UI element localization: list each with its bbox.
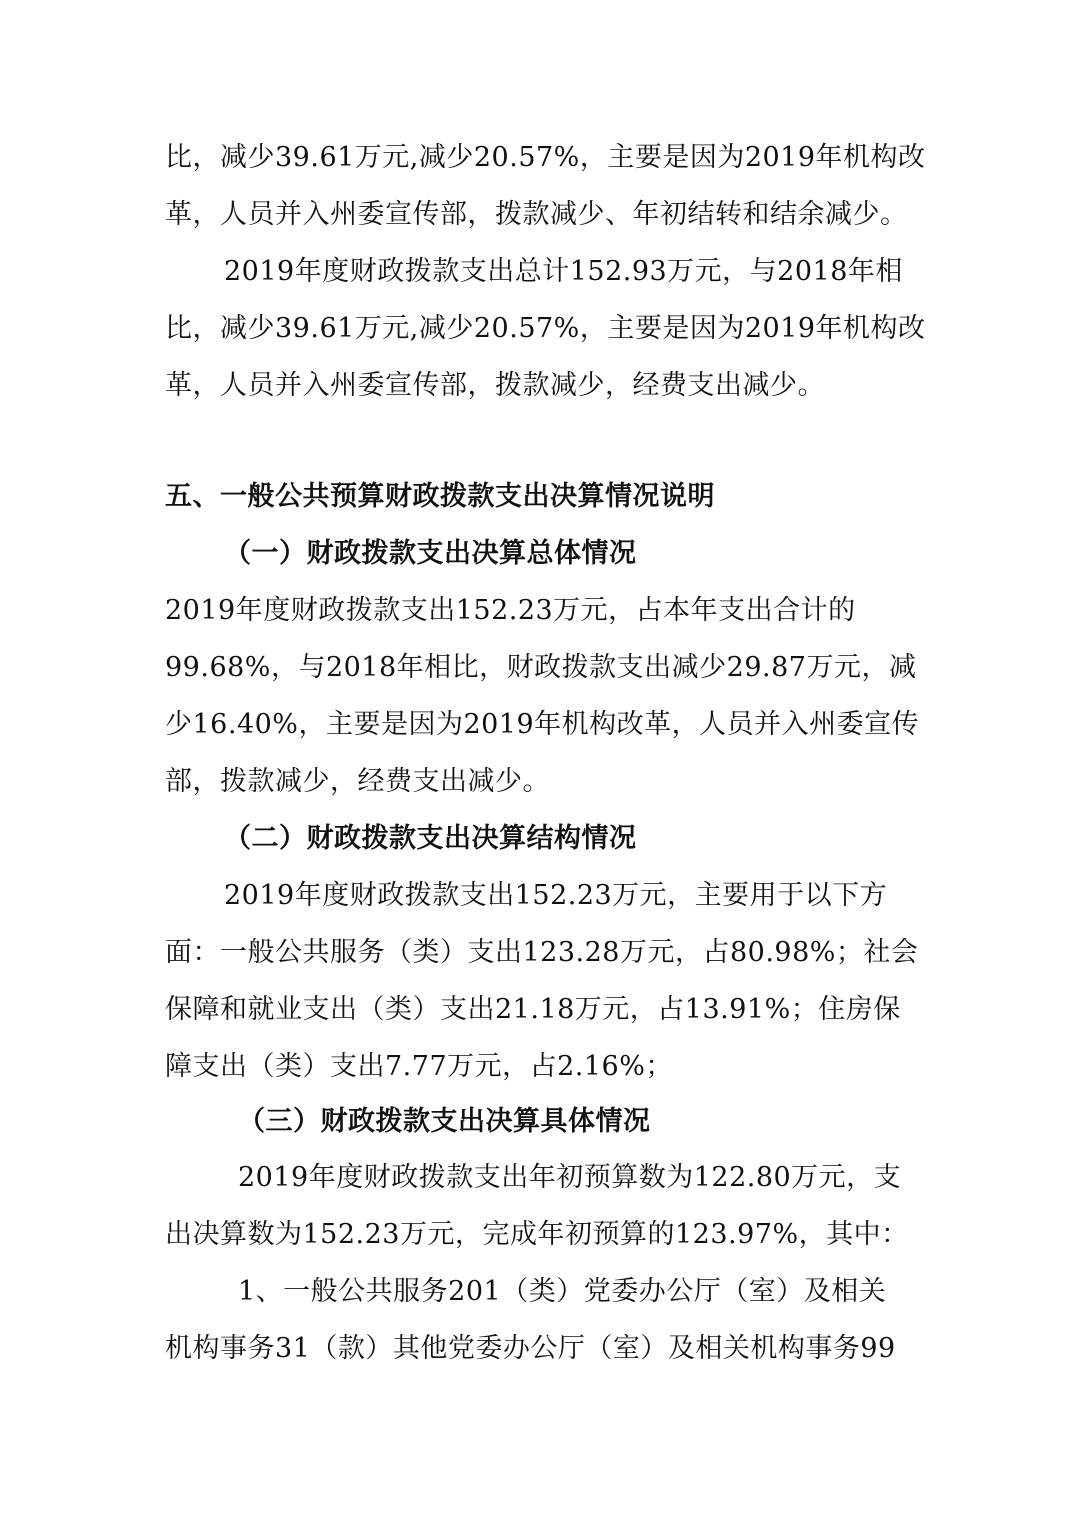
paragraph-line: 2019年度财政拨款支出152.23万元，占本年支出合计的 [165, 595, 856, 626]
subsection-heading: （一）财政拨款支出决算总体情况 [224, 538, 637, 569]
section-heading: 五、一般公共预算财政拨款支出决算情况说明 [165, 481, 715, 512]
paragraph-line: 比，减少39.61万元,减少20.57%，主要是因为2019年机构改 [165, 142, 926, 173]
paragraph-line: 比，减少39.61万元,减少20.57%，主要是因为2019年机构改 [165, 313, 926, 344]
paragraph-line: 少16.40%，主要是因为2019年机构改革，人员并入州委宣传 [165, 709, 920, 740]
paragraph-line: 障支出（类）支出7.77万元，占2.16%； [165, 1051, 673, 1082]
subsection-heading: （三）财政拨款支出决算具体情况 [238, 1106, 651, 1137]
paragraph-line: 革，人员并入州委宣传部，拨款减少，经费支出减少。 [165, 370, 825, 401]
paragraph-line: 部，拨款减少，经费支出减少。 [165, 766, 550, 797]
paragraph-line: 革，人员并入州委宣传部，拨款减少、年初结转和结余减少。 [165, 199, 908, 230]
paragraph-line: 2019年度财政拨款支出年初预算数为122.80万元，支 [238, 1162, 902, 1193]
paragraph-line: 2019年度财政拨款支出总计152.93万元，与2018年相 [224, 256, 903, 287]
paragraph-line: 2019年度财政拨款支出152.23万元，主要用于以下方 [224, 880, 888, 911]
paragraph-line: 机构事务31（款）其他党委办公厅（室）及相关机构事务99 [165, 1333, 896, 1364]
paragraph-line: 面：一般公共服务（类）支出123.28万元，占80.98%；社会 [165, 937, 919, 968]
paragraph-line: 1、一般公共服务201（类）党委办公厅（室）及相关 [238, 1276, 887, 1307]
paragraph-line: 99.68%，与2018年相比，财政拨款支出减少29.87万元，减 [165, 652, 917, 683]
subsection-heading: （二）财政拨款支出决算结构情况 [224, 823, 637, 854]
paragraph-line: 保障和就业支出（类）支出21.18万元，占13.91%；住房保 [165, 994, 901, 1025]
paragraph-line: 出决算数为152.23万元，完成年初预算的123.97%，其中： [165, 1219, 909, 1250]
